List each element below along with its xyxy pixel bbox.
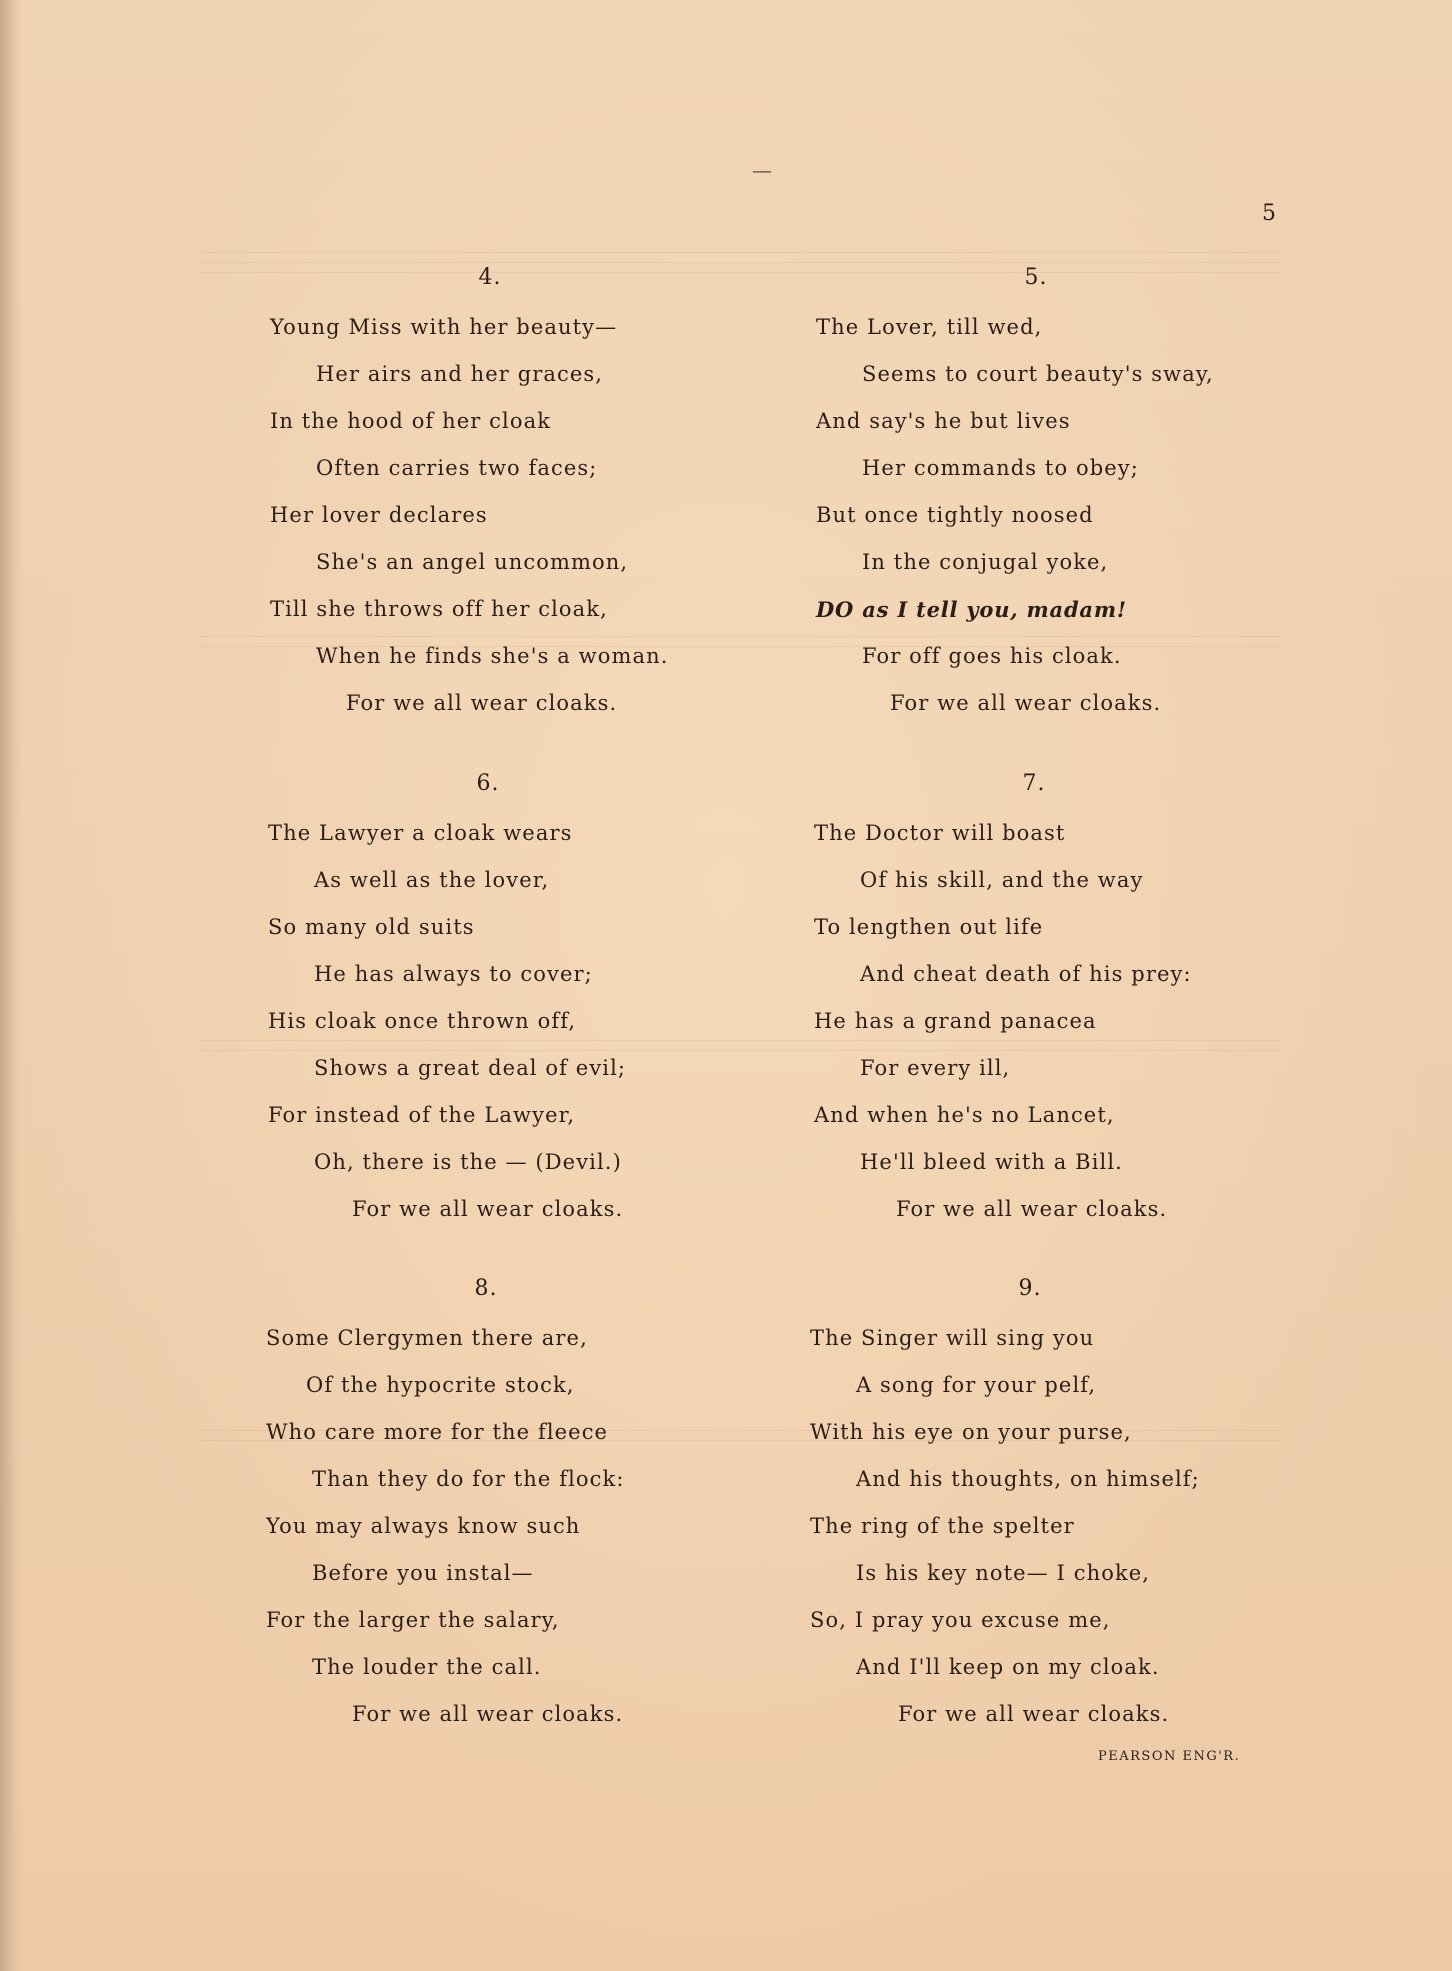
verse-line: His cloak once thrown off, (268, 1009, 577, 1033)
refrain-line: For we all wear cloaks. (352, 1702, 624, 1726)
verse-line: The Lover, till wed, (816, 315, 1043, 339)
refrain-line: For we all wear cloaks. (896, 1197, 1168, 1221)
verse-number: 9. (1018, 1276, 1042, 1301)
verse-line: And his thoughts, on himself; (856, 1467, 1200, 1491)
verse-line: The ring of the spelter (810, 1514, 1075, 1538)
verse-line: With his eye on your purse, (810, 1420, 1132, 1444)
verse-line: He has a grand panacea (814, 1009, 1097, 1033)
verse-line: Oh, there is the — (Devil.) (314, 1150, 622, 1174)
bleed-through-line (200, 252, 1280, 253)
verse-number: 8. (474, 1276, 498, 1301)
refrain-line: For we all wear cloaks. (346, 691, 618, 715)
page-edge-shadow (0, 0, 22, 1971)
verse-line: Is his key note— I choke, (856, 1561, 1151, 1585)
bleed-through-line (200, 1050, 1280, 1051)
refrain-line: For we all wear cloaks. (352, 1197, 624, 1221)
top-mark: — (752, 158, 772, 182)
verse-line: Till she throws off her cloak, (270, 597, 608, 621)
verse-line: And when he's no Lancet, (814, 1103, 1115, 1127)
verse-number: 7. (1022, 771, 1046, 796)
bleed-through-line (200, 636, 1280, 637)
verse-line: In the conjugal yoke, (862, 550, 1109, 574)
verse-line: For instead of the Lawyer, (268, 1103, 576, 1127)
verse-line: The Singer will sing you (810, 1326, 1095, 1350)
verse-line: For the larger the salary, (266, 1608, 560, 1632)
verse-line: He has always to cover; (314, 962, 593, 986)
refrain-line: For we all wear cloaks. (890, 691, 1162, 715)
verse-line-italic: DO as I tell you, madam! (816, 597, 1127, 622)
verse-line: Seems to court beauty's sway, (862, 362, 1214, 386)
verse-line: Young Miss with her beauty— (270, 315, 618, 339)
bleed-through-line (200, 1040, 1280, 1041)
verse-line: Before you instal— (312, 1561, 534, 1585)
verse-number: 5. (1024, 265, 1048, 290)
verse-line: Her commands to obey; (862, 456, 1139, 480)
verse-line: Of his skill, and the way (860, 868, 1144, 892)
verse-line: But once tightly noosed (816, 503, 1094, 527)
verse-line: For off goes his cloak. (862, 644, 1122, 668)
verse-line: You may always know such (266, 1514, 581, 1538)
verse-line: So, I pray you excuse me, (810, 1608, 1111, 1632)
verse-line: Some Clergymen there are, (266, 1326, 588, 1350)
verse-number: 4. (478, 265, 502, 290)
verse-line: Often carries two faces; (316, 456, 598, 480)
verse-line: Shows a great deal of evil; (314, 1056, 627, 1080)
verse-line: To lengthen out life (814, 915, 1044, 939)
verse-line: And say's he but lives (816, 409, 1071, 433)
verse-line: Of the hypocrite stock, (306, 1373, 575, 1397)
verse-line: For every ill, (860, 1056, 1011, 1080)
verse-line: Than they do for the flock: (312, 1467, 625, 1491)
verse-line: The Doctor will boast (814, 821, 1066, 845)
verse-line: Her lover declares (270, 503, 488, 527)
verse-line: And cheat death of his prey: (860, 962, 1192, 986)
verse-line: He'll bleed with a Bill. (860, 1150, 1123, 1174)
verse-line: Who care more for the fleece (266, 1420, 609, 1444)
verse-line: Her airs and her graces, (316, 362, 604, 386)
verse-line: The Lawyer a cloak wears (268, 821, 573, 845)
verse-line: She's an angel uncommon, (316, 550, 629, 574)
verse-line: When he finds she's a woman. (316, 644, 669, 668)
verse-line: As well as the lover, (314, 868, 550, 892)
verse-number: 6. (476, 771, 500, 796)
engraver-credit: PEARSON ENG'R. (1098, 1749, 1241, 1764)
verse-line: So many old suits (268, 915, 475, 939)
bleed-through-line (200, 262, 1280, 263)
page-number: 5 (1262, 201, 1276, 226)
verse-line: The louder the call. (312, 1655, 542, 1679)
refrain-line: For we all wear cloaks. (898, 1702, 1170, 1726)
verse-line: In the hood of her cloak (270, 409, 552, 433)
verse-line: A song for your pelf, (856, 1373, 1097, 1397)
verse-line: And I'll keep on my cloak. (856, 1655, 1160, 1679)
